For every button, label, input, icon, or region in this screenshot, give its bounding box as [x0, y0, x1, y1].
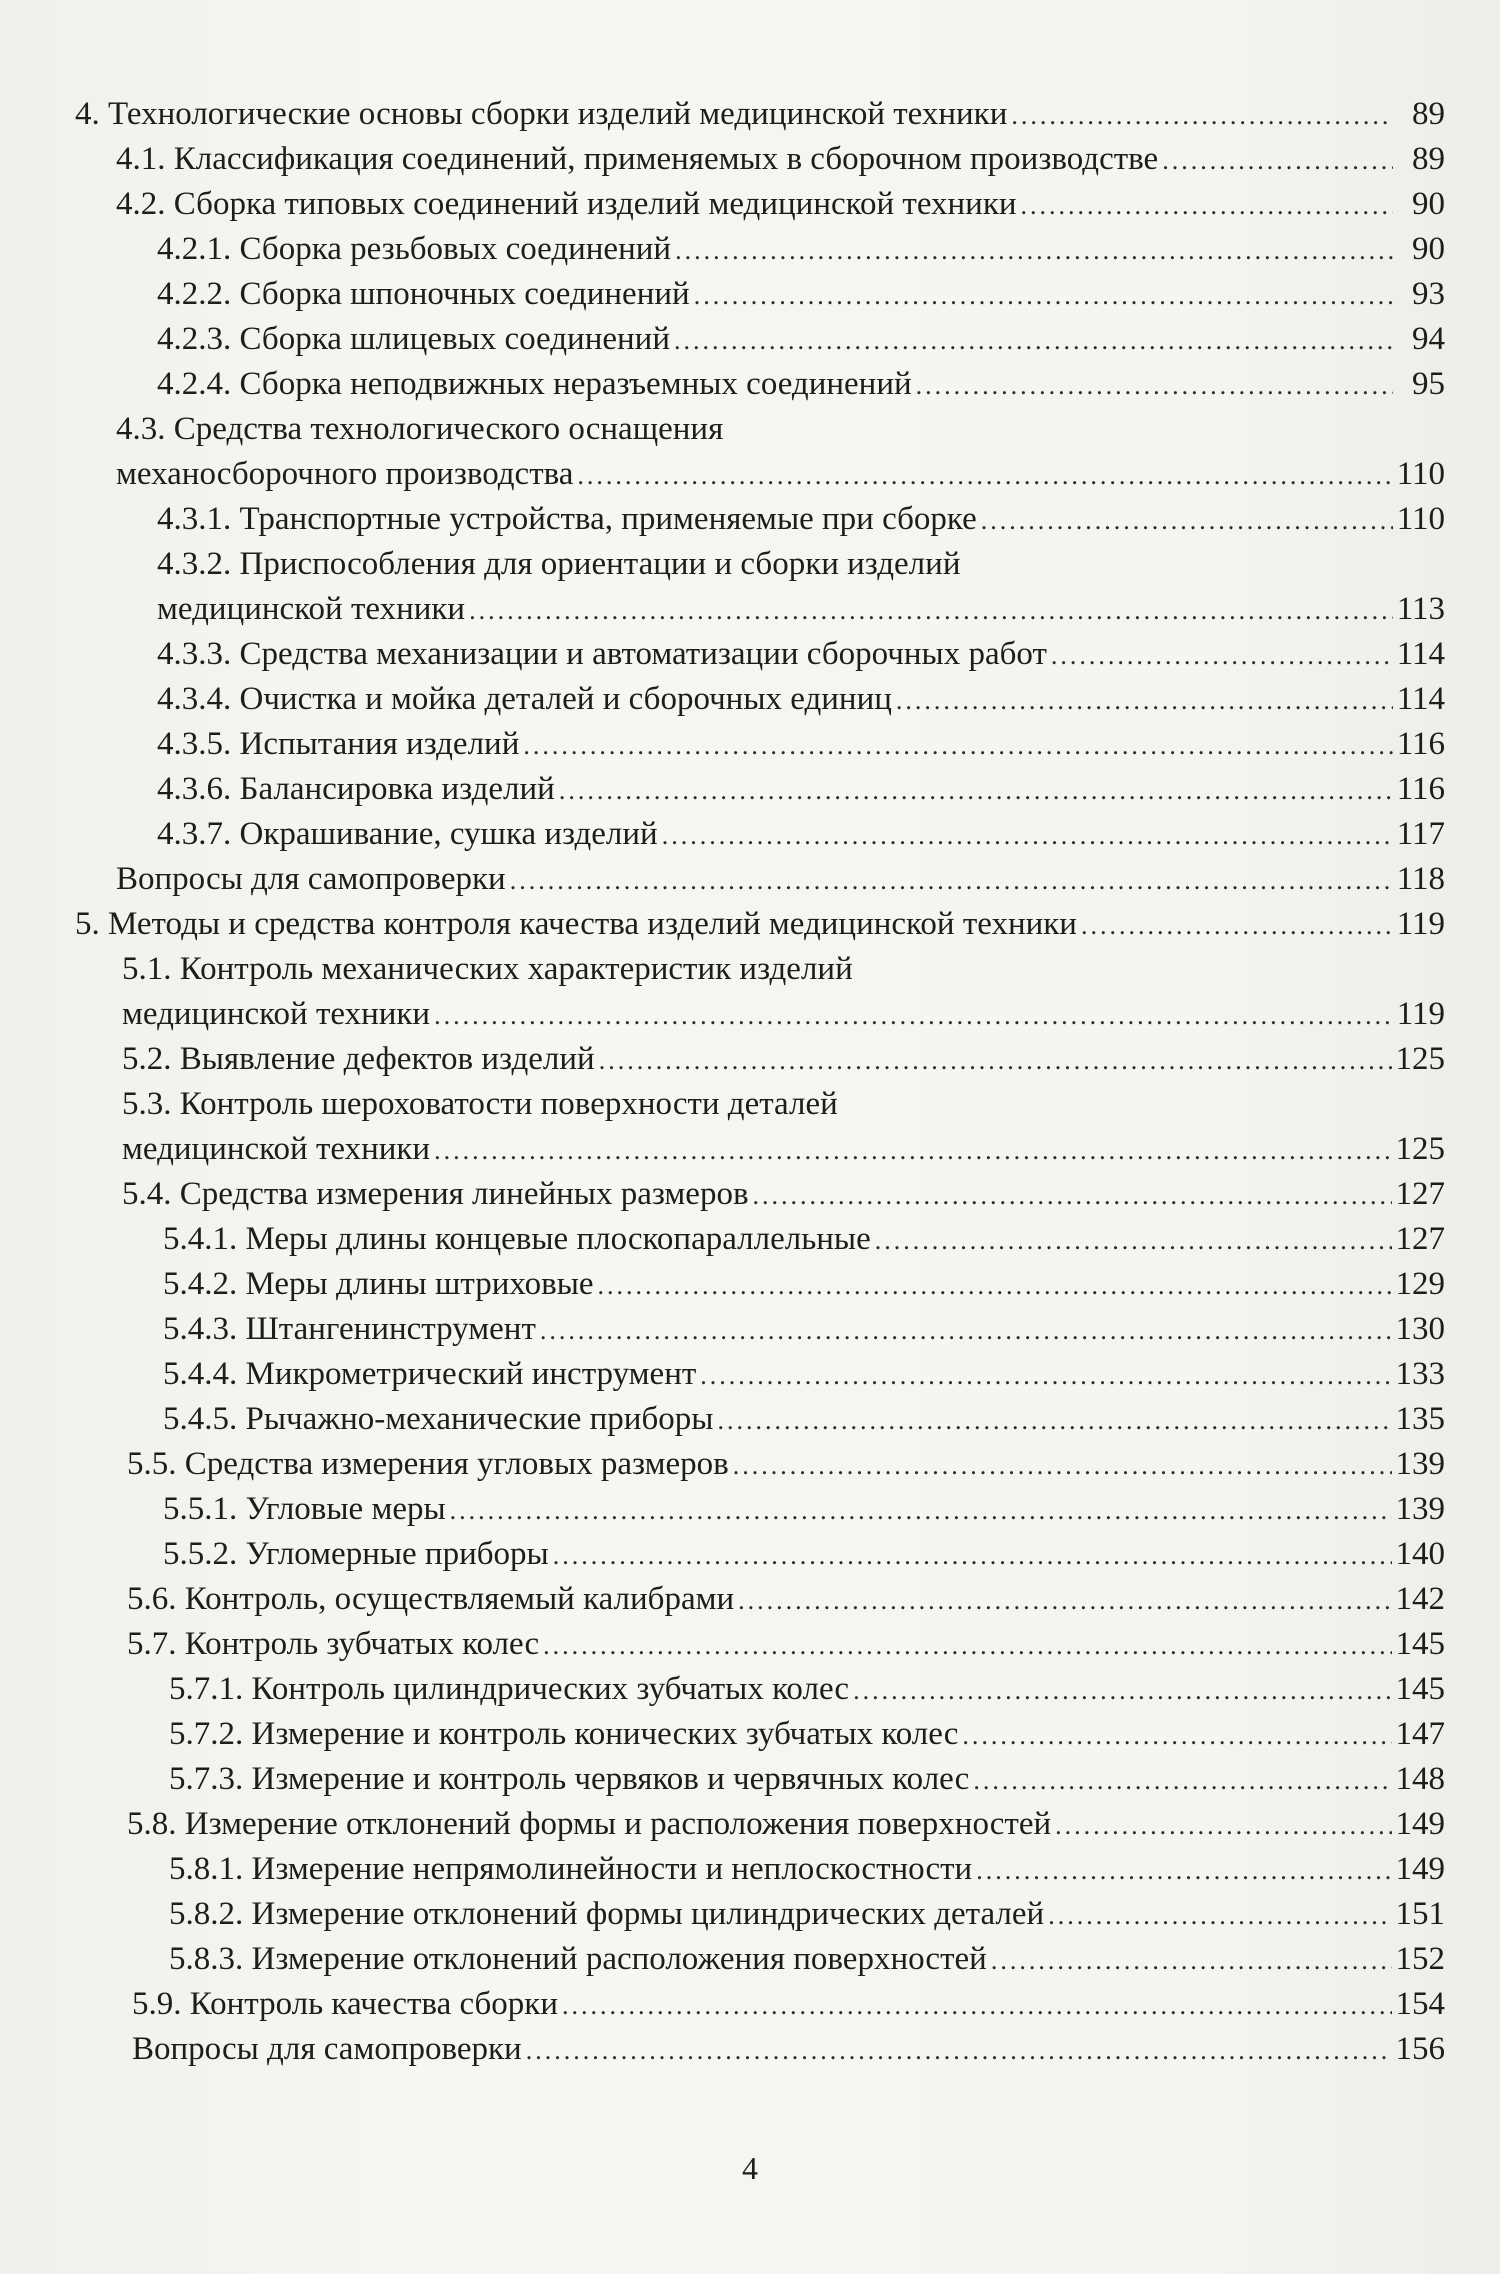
- toc-leader-dots: [973, 1758, 1391, 1803]
- toc-entry-page: 139: [1395, 1491, 1445, 1527]
- toc-entry: [75, 1847, 1445, 1892]
- toc-entry-page: 127: [1395, 1176, 1445, 1212]
- toc-entry-title: 5.7.1. Контроль цилиндрических зубчатых колес: [169, 1671, 850, 1707]
- toc-entry: [75, 1217, 1445, 1262]
- toc-entry-page: 116: [1396, 771, 1445, 807]
- toc-entry-title: 5.4.4. Микрометрический инструмент: [163, 1356, 697, 1392]
- toc-leader-dots: [543, 1623, 1391, 1668]
- toc-entry-title: 5.9. Контроль качества сборки: [132, 1986, 559, 2022]
- toc-entry-title: 5.4.5. Рычажно-механические приборы: [163, 1401, 714, 1437]
- toc-leader-dots: [599, 1038, 1392, 1083]
- toc-leader-dots: [981, 498, 1393, 543]
- toc-entry-page: 95: [1412, 366, 1445, 402]
- toc-entry-heading-line: [75, 947, 1445, 992]
- toc-leader-dots: [1011, 93, 1393, 138]
- toc-entry-title: 4.3.2. Приспособления для ориентации и сборки изделий: [157, 546, 961, 582]
- toc-leader-dots: [875, 1218, 1392, 1263]
- toc-leader-dots: [450, 1488, 1392, 1533]
- toc-entry-title: 5.4.1. Меры длины концевые плоскопараллельные: [163, 1221, 871, 1257]
- toc-leader-dots: [1051, 633, 1393, 678]
- toc-entry-page: 114: [1396, 681, 1445, 717]
- toc-entry: [75, 1037, 1445, 1082]
- toc-leader-dots: [853, 1668, 1391, 1713]
- toc-entry-title: 4.3.6. Балансировка изделий: [157, 771, 555, 807]
- toc-leader-dots: [896, 678, 1393, 723]
- toc-entry-title: 5.5. Средства измерения угловых размеров: [127, 1446, 729, 1482]
- toc-entry: [75, 272, 1445, 317]
- toc-entry-page: 114: [1396, 636, 1445, 672]
- toc-entry-page: 116: [1396, 726, 1445, 762]
- toc-entry: [75, 1892, 1445, 1937]
- toc-leader-dots: [991, 1938, 1392, 1983]
- toc-leader-dots: [469, 588, 1393, 633]
- toc-entry-title: 5.7.2. Измерение и контроль конических зубчатых колес: [169, 1716, 959, 1752]
- toc-entry: [75, 992, 1445, 1037]
- toc-leader-dots: [1162, 138, 1393, 183]
- toc-entry-title: 5.7. Контроль зубчатых колес: [127, 1626, 540, 1662]
- toc-entry-page: 149: [1395, 1806, 1445, 1842]
- toc-entry-page: 142: [1395, 1581, 1445, 1617]
- toc-entry: [75, 1172, 1445, 1217]
- toc-entry-title: 4.3.3. Средства механизации и автоматизации сборочных работ: [157, 636, 1047, 672]
- toc-entry-page: 89: [1412, 141, 1445, 177]
- toc-entry: [75, 1487, 1445, 1532]
- toc-entry-title: 4.2.1. Сборка резьбовых соединений: [157, 231, 672, 267]
- toc-entry: [75, 1127, 1445, 1172]
- toc-entry: [75, 137, 1445, 182]
- toc-entry-title: 5.5.1. Угловые меры: [163, 1491, 446, 1527]
- toc-entry-title: 5.7.3. Измерение и контроль червяков и червячных колес: [169, 1761, 970, 1797]
- toc-leader-dots: [1055, 1803, 1391, 1848]
- toc-leader-dots: [559, 768, 1393, 813]
- toc-leader-dots: [1081, 903, 1393, 948]
- toc-entry-title: 4.2. Сборка типовых соединений изделий медицинской техники: [116, 186, 1017, 222]
- toc-entry: [75, 1307, 1445, 1352]
- toc-entry-page: 125: [1395, 1041, 1445, 1077]
- toc-entry: [75, 497, 1445, 542]
- toc-entry-page: 113: [1396, 591, 1445, 627]
- toc-entry: [75, 1262, 1445, 1307]
- toc-entry-page: 125: [1395, 1131, 1445, 1167]
- toc-entry: [75, 632, 1445, 677]
- toc-entry-page: 147: [1395, 1716, 1445, 1752]
- toc-entry-page: 94: [1412, 321, 1445, 357]
- toc-entry: [75, 1982, 1445, 2027]
- toc-leader-dots: [562, 1983, 1391, 2028]
- toc-entry-page: 93: [1412, 276, 1445, 312]
- toc-entry-page: 129: [1395, 1266, 1445, 1302]
- toc-leader-dots: [523, 723, 1392, 768]
- toc-leader-dots: [577, 453, 1392, 498]
- toc-entry: [75, 2027, 1445, 2072]
- toc-leader-dots: [976, 1848, 1391, 1893]
- toc-leader-dots: [962, 1713, 1391, 1758]
- toc-entry: [75, 182, 1445, 227]
- toc-entry-title: 5.8.2. Измерение отклонений формы цилиндрических деталей: [169, 1896, 1045, 1932]
- toc-entry-page: 154: [1395, 1986, 1445, 2022]
- toc-entry-page: 135: [1395, 1401, 1445, 1437]
- toc-entry-page: 90: [1412, 231, 1445, 267]
- toc-entry-title: 5.5.2. Угломерные приборы: [163, 1536, 549, 1572]
- toc-leader-dots: [540, 1308, 1392, 1353]
- toc-entry-page: 140: [1395, 1536, 1445, 1572]
- toc-leader-dots: [662, 813, 1393, 858]
- toc-entry: [75, 1667, 1445, 1712]
- toc-entry-title: 4.3.5. Испытания изделий: [157, 726, 520, 762]
- toc-entry-title: 4.2.3. Сборка шлицевых соединений: [157, 321, 670, 357]
- toc-entry: [75, 1532, 1445, 1577]
- toc-leader-dots: [717, 1398, 1391, 1443]
- toc-entry-title: 4.3.7. Окрашивание, сушка изделий: [157, 816, 658, 852]
- toc-leader-dots: [674, 318, 1393, 363]
- toc-leader-dots: [434, 993, 1393, 1038]
- toc-leader-dots: [738, 1578, 1391, 1623]
- toc-entry: [75, 1577, 1445, 1622]
- toc-entry-page: 90: [1412, 186, 1445, 222]
- toc-entry-page: 151: [1395, 1896, 1445, 1932]
- toc-entry-page: 145: [1395, 1671, 1445, 1707]
- toc-entry: [75, 677, 1445, 722]
- toc-entry-title: 5.8. Измерение отклонений формы и расположения поверхностей: [127, 1806, 1052, 1842]
- toc-leader-dots: [700, 1353, 1391, 1398]
- toc-entry-title: 4.3.1. Транспортные устройства, применяемые при сборке: [157, 501, 977, 537]
- toc-entry-page: 133: [1395, 1356, 1445, 1392]
- toc-entry-page: 110: [1396, 456, 1445, 492]
- toc-entry-page: 127: [1395, 1221, 1445, 1257]
- toc-entry-heading-line: [75, 542, 1445, 587]
- toc-leader-dots: [1048, 1893, 1391, 1938]
- toc-entry-page: 130: [1395, 1311, 1445, 1347]
- toc-entry: [75, 1802, 1445, 1847]
- toc-entry: [75, 92, 1445, 137]
- toc-entry-title: медицинской техники: [157, 591, 466, 627]
- toc-entry: [75, 857, 1445, 902]
- toc-entry-title: 5.8.1. Измерение непрямолинейности и неплоскостности: [169, 1851, 973, 1887]
- toc-entry: [75, 1712, 1445, 1757]
- toc-entry: [75, 317, 1445, 362]
- toc-entry-title: 4.3.4. Очистка и мойка деталей и сборочных единиц: [157, 681, 892, 717]
- toc-entry-page: 156: [1395, 2031, 1445, 2067]
- table-of-contents: [75, 92, 1445, 2072]
- toc-entry: [75, 452, 1445, 497]
- toc-entry-page: 139: [1395, 1446, 1445, 1482]
- toc-entry: [75, 1937, 1445, 1982]
- toc-entry: [75, 1352, 1445, 1397]
- toc-leader-dots: [526, 2028, 1392, 2073]
- toc-entry: [75, 1442, 1445, 1487]
- toc-leader-dots: [733, 1443, 1392, 1488]
- toc-entry-page: 117: [1396, 816, 1445, 852]
- toc-entry: [75, 1622, 1445, 1667]
- toc-entry: [75, 362, 1445, 407]
- toc-entry-title: медицинской техники: [122, 1131, 431, 1167]
- toc-entry-page: 149: [1395, 1851, 1445, 1887]
- page-number: 4: [742, 2150, 758, 2186]
- toc-entry-page: 118: [1396, 861, 1445, 897]
- toc-entry-heading-line: [75, 1082, 1445, 1127]
- toc-entry-title: 4.2.4. Сборка неподвижных неразъемных соединений: [157, 366, 912, 402]
- toc-entry-title: 5.4. Средства измерения линейных размеров: [122, 1176, 749, 1212]
- toc-leader-dots: [510, 858, 1393, 903]
- toc-entry-title: Вопросы для самопроверки: [116, 861, 506, 897]
- toc-entry-title: 5.6. Контроль, осуществляемый калибрами: [127, 1581, 735, 1617]
- toc-entry: [75, 1397, 1445, 1442]
- toc-entry-page: 119: [1396, 996, 1445, 1032]
- toc-entry-title: 5.4.3. Штангенинструмент: [163, 1311, 536, 1347]
- toc-entry: [75, 767, 1445, 812]
- toc-entry-title: 5.4.2. Меры длины штриховые: [163, 1266, 594, 1302]
- toc-entry-title: 5.1. Контроль механических характеристик изделий: [122, 951, 853, 987]
- toc-entry-page: 119: [1396, 906, 1445, 942]
- toc-entry: [75, 722, 1445, 767]
- toc-entry-page: 148: [1395, 1761, 1445, 1797]
- toc-leader-dots: [1021, 183, 1393, 228]
- toc-entry-title: 5. Методы и средства контроля качества изделий медицинской техники: [75, 906, 1077, 942]
- toc-entry-title: 4.2.2. Сборка шпоночных соединений: [157, 276, 690, 312]
- toc-leader-dots: [434, 1128, 1391, 1173]
- toc-entry-heading-line: [75, 407, 1445, 452]
- toc-entry-page: 152: [1395, 1941, 1445, 1977]
- toc-entry-page: 89: [1412, 96, 1445, 132]
- toc-entry-page: 145: [1395, 1626, 1445, 1662]
- toc-entry-title: 4.3. Средства технологического оснащения: [116, 411, 724, 447]
- toc-entry-title: 4. Технологические основы сборки изделий медицинской техники: [75, 96, 1008, 132]
- toc-entry: [75, 812, 1445, 857]
- toc-entry-title: 4.1. Классификация соединений, применяемых в сборочном производстве: [116, 141, 1159, 177]
- toc-leader-dots: [598, 1263, 1392, 1308]
- toc-entry-title: медицинской техники: [122, 996, 431, 1032]
- toc-entry: [75, 1757, 1445, 1802]
- toc-entry-title: 5.8.3. Измерение отклонений расположения поверхностей: [169, 1941, 987, 1977]
- toc-entry-title: Вопросы для самопроверки: [132, 2031, 522, 2067]
- toc-leader-dots: [553, 1533, 1392, 1578]
- toc-entry: [75, 587, 1445, 632]
- toc-leader-dots: [694, 273, 1393, 318]
- toc-entry-title: механосборочного производства: [116, 456, 574, 492]
- toc-entry-title: 5.2. Выявление дефектов изделий: [122, 1041, 595, 1077]
- toc-leader-dots: [916, 363, 1393, 408]
- toc-leader-dots: [753, 1173, 1392, 1218]
- toc-entry: [75, 902, 1445, 947]
- toc-entry-page: 110: [1396, 501, 1445, 537]
- toc-entry: [75, 227, 1445, 272]
- toc-entry-title: 5.3. Контроль шероховатости поверхности деталей: [122, 1086, 838, 1122]
- toc-leader-dots: [675, 228, 1393, 273]
